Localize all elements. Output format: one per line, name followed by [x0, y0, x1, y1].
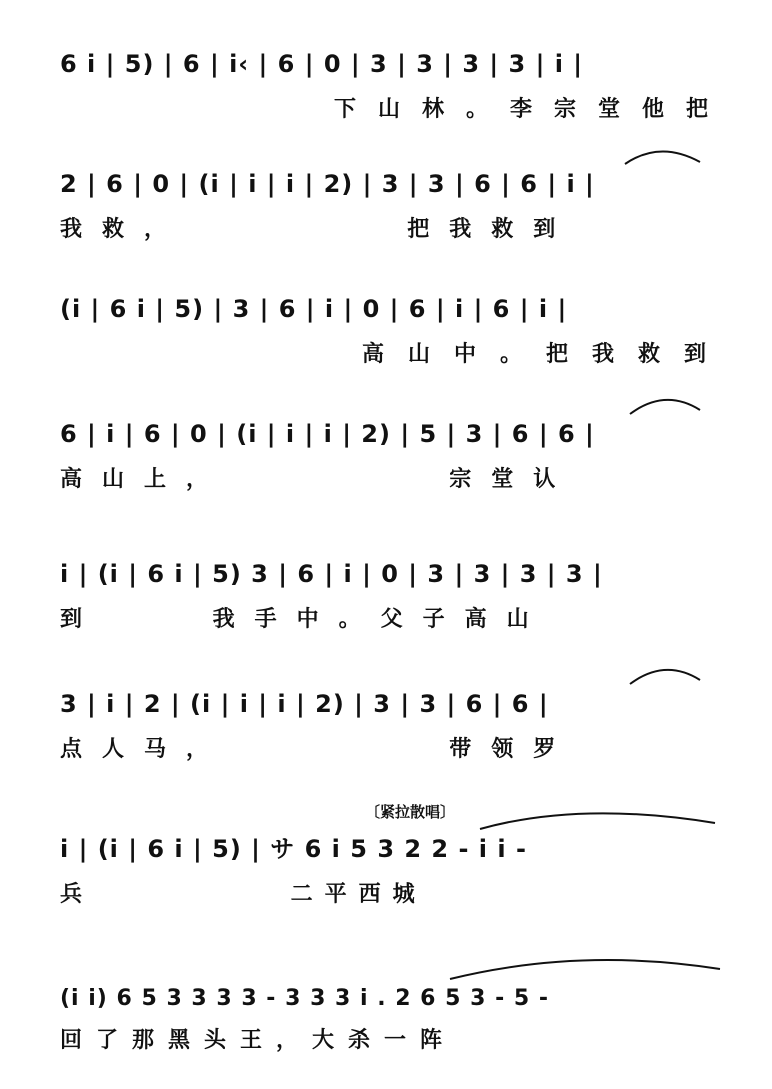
notation-row: i | (i | 6 i | 5) | サ 6 i 5 3 2 2 - i i -	[60, 835, 527, 863]
lyrics-row: 点人马， 带领罗	[60, 736, 576, 762]
lyrics-row: 我救， 把我救到	[60, 216, 576, 242]
lyrics-row: 高山上， 宗堂认	[60, 466, 576, 492]
lyrics-row: 下山林。李宗堂他把	[333, 96, 730, 122]
notation-row: 2 | 6 | 0 | (i | i | i | 2) | 3 | 3 | 6 | 6 | i |	[60, 170, 595, 198]
notation-row: 6 i | 5) | 6 | i‹ | 6 | 0 | 3 | 3 | 3 | 3 | i |	[60, 50, 584, 78]
lyrics-row: 高山中。把我救到	[361, 341, 730, 367]
notation-row: (i i) 6 5 3 3 3 3 - 3 3 3 i . 2 6 5 3 - 5 -	[60, 986, 549, 1011]
notation-row: 3 | i | 2 | (i | i | i | 2) | 3 | 3 | 6 | 6 |	[60, 690, 549, 718]
notation-row: 6 | i | 6 | 0 | (i | i | i | 2) | 5 | 3 | 6 | 6 |	[60, 420, 595, 448]
lyrics-row: 到 我手中。父子高山	[60, 606, 549, 632]
performance-annotation: 〔紧拉散唱〕	[365, 803, 456, 821]
lyrics-row: 回了那黑头王，大杀一阵	[60, 1027, 457, 1053]
notation-row: i | (i | 6 i | 5) 3 | 6 | i | 0 | 3 | 3 | 3 | 3 |	[60, 560, 603, 588]
notation-row: (i | 6 i | 5) | 3 | 6 | i | 0 | 6 | i | 6 | i |	[60, 295, 568, 323]
lyrics-row: 兵 二平西城	[60, 881, 427, 907]
